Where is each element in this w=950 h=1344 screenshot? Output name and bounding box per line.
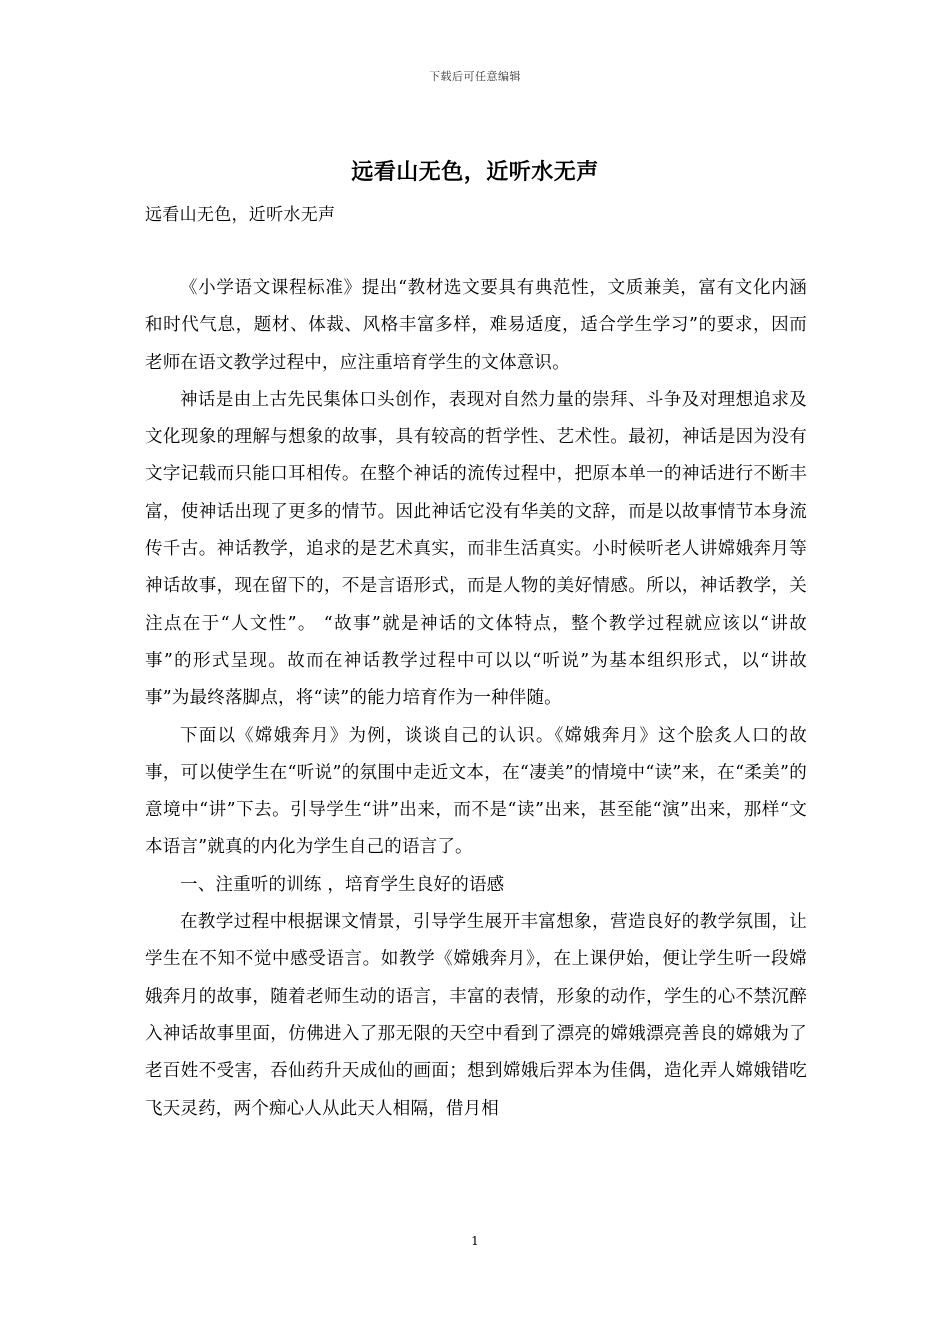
paragraph-curriculum-standard: 《小学语文课程标准》提出“教材选文要具有典范性，文质兼美，富有文化内涵和时代气息，题材、体裁、风格丰富多样，难易适度，适合学生学习”的要求，因而老师在语文教学过程中，应注重培育学生的文体意识。 [145,278,807,373]
page-number: 1 [471,1234,479,1248]
paragraph-listening-training: 在教学过程中根据课文情景，引导学生展开丰富想象，营造良好的教学氛围，让学生在不知不觉中感受语言。如教学《嫦娥奔月》，在上课伊始，便让学生听一段嫦娥奔月的故事，随着老师生动的语言，丰富的表情，形象的动作，学生的心不禁沉醉入神话故事里面，仿佛进入了那无限的天空中看到了漂亮的嫦娥漂亮善良的嫦娥为了老百姓不受害，吞仙药升天成仙的画面；想到嫦娥后羿本为佳偶，造化弄人嫦娥错吃飞天灵药，两个痴心人从此天人相隔，借月相 [145,912,807,1119]
document-subtitle: 远看山无色，近听水无声 [145,205,336,225]
paragraph-example-intro: 下面以《嫦娥奔月》为例，谈谈自己的认识。《嫦娥奔月》这个脍炙人口的故事，可以使学生在“听说”的氛围中走近文本，在“凄美”的情境中“读”来，在“柔美”的意境中“讲”下去。引导学生“讲”出来，而不是“读”出来，甚至能“演”出来，那样“文本语言”就真的内化为学生自己的语言了。 [145,725,807,858]
document-body [145,270,807,1128]
document-title: 远看山无色，近听水无声 [351,159,599,185]
section-heading-listening: 一、注重听的训练 ，培育学生良好的语感 [180,874,505,895]
header-note: 下载后可任意编辑 [429,70,521,83]
paragraph-myth-definition: 神话是由上古先民集体口头创作，表现对自然力量的崇拜、斗争及对理想追求及文化现象的理解与想象的故事，具有较高的哲学性、艺术性。最初，神话是因为没有文字记载而只能口耳相传。在整个神话的流传过程中，把原本单一的神话进行不断丰富，使神话出现了更多的情节。因此神话它没有华美的文辞，而是以故事情节本身流传千古。神话教学，追求的是艺术真实，而非生活真实。小时候听老人讲嫦娥奔月等神话故事，现在留下的，不是言语形式，而是人物的美好情感。所以，神话教学，关注点在于“人文性”。 “故事”就是神话的文体特点，整个教学过程就应该以“讲故事”的形式呈现。故而在神话教学过程中可以以“听说”为基本组织形式，以“讲故事”为最终落脚点，将“读”的能力培育作为一种伴随。 [145,389,807,709]
